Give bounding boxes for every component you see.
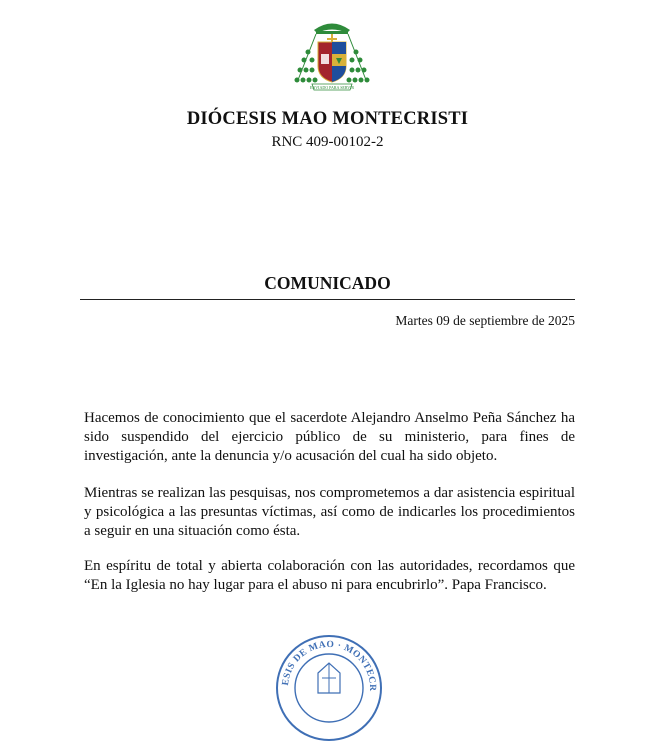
diocese-seal-stamp-icon	[274, 633, 384, 743]
paragraph-assistance: Mientras se realizan las pesquisas, nos comprometemos a dar asistencia espiritual y psicológica a las presuntas víctimas, así como de indicarles los procedimientos a seguir en una situación como ésta.	[84, 485, 575, 539]
organization-name: DIÓCESIS MAO MONTECRISTI	[186, 109, 469, 129]
title-divider	[80, 299, 575, 300]
diocesan-coat-of-arms-icon	[292, 18, 372, 96]
paragraph-collaboration: En espíritu de total y abierta colaboración con las autoridades, recordamos que “En la Iglesia no hay lugar para el abuso ni para encubrirlo”. Papa Francisco.	[84, 558, 575, 593]
crest-motto: ENVIADO PARA SERVIR	[309, 85, 355, 90]
svg-text:DIÓCESIS DE MAO · MONTECRISTI	[274, 633, 377, 692]
document-title: COMUNICADO	[264, 273, 391, 293]
seal-text: ESIS DE MAO · MONTECR	[280, 639, 378, 692]
paragraph-suspension: Hacemos de conocimiento que el sacerdote Alejandro Anselmo Peña Sánchez ha sido suspendido del ejercicio público de su ministerio, para fines de investigación, ante la denuncia y/o acusación del cual ha sido objeto.	[84, 410, 575, 464]
rnc-number: RNC 409-00102-2	[271, 134, 384, 150]
document-date: Martes 09 de septiembre de 2025	[395, 313, 575, 328]
